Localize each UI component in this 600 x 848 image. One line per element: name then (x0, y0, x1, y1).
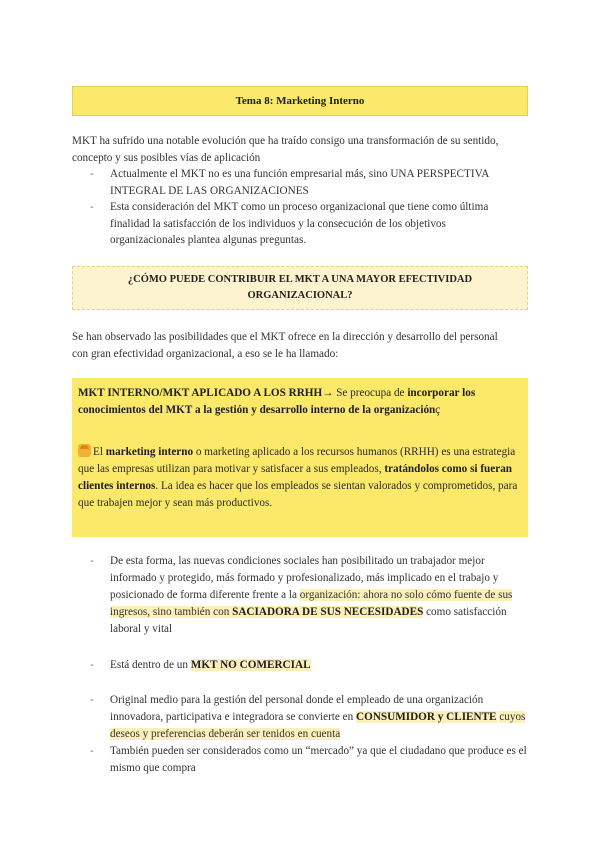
definition-connector: Se preocupa de (333, 387, 408, 399)
explanation-part1: o marketing aplicado a los recursos humanos (RRHH) es una estrategia que las empresas utilizan para motivar y satisfacer a sus empleados, (78, 446, 516, 475)
bullet-list-2 (90, 553, 530, 777)
b3-highlight: cuyos deseos y preferencias deberán ser tenidos en cuenta (110, 711, 526, 740)
bullet-dash: - (90, 694, 94, 706)
b1-highlight: organización: ahora no solo cómo fuente de sus ingresos, sino también con (110, 589, 513, 618)
question-text: ¿CÓMO PUEDE CONTRIBUIR EL MKT A UNA MAYOR EFECTIVIDAD ORGANIZACIONAL? (127, 274, 473, 301)
bullet-dash: - (90, 555, 94, 567)
worker-icon (78, 444, 91, 457)
b1-text: De esta forma, las nuevas condiciones sociales han posibilitado un trabajador mejor informado y protegido, más formado y profesionalizado, más implicado en el trabajo y posicionado de forma diferente frente a la (110, 555, 499, 601)
bullet-dash: - (90, 201, 94, 213)
explanation-lead: El (93, 446, 106, 458)
question-callout (72, 266, 528, 310)
bullet-dash: - (90, 745, 94, 757)
list-item (90, 743, 530, 777)
explanation-part2: . La idea es hacer que los empleados se sientan valorados y comprometidos, para que trabajen mejor y sean más productivos. (78, 480, 518, 509)
bullet-list-1 (90, 166, 520, 249)
b3-bold: CONSUMIDOR y CLIENTE (356, 711, 497, 723)
list-item (90, 657, 530, 674)
list-item (90, 692, 530, 743)
explanation-paragraph (78, 444, 526, 512)
definition-label: MKT INTERNO/MKT APLICADO A LOS RRHH (78, 387, 323, 399)
page-title (72, 86, 528, 116)
b1-end: como satisfacción laboral y vital (110, 606, 507, 635)
intro-paragraph: MKT ha sufrido una notable evolución que ha traído consigo una transformación de su sentido, concepto y sus posibles vías de aplicación (72, 135, 499, 164)
list-item (90, 553, 530, 638)
b1-highlight-bold: SACIADORA DE SUS NECESIDADES (232, 606, 424, 618)
bullet-dash: - (90, 168, 94, 180)
b2-bold: MKT NO COMERCIAL (190, 659, 311, 671)
page-title-text: Tema 8: Marketing Interno (235, 95, 365, 107)
b3-text: Original medio para la gestión del personal donde el empleado de una organización innovadora, participativa e integradora se convierte en (110, 694, 484, 723)
definition-line (78, 385, 526, 419)
explanation-term: marketing interno (105, 446, 194, 458)
list-item-text: Actualmente el MKT no es una función empresarial más, sino UNA PERSPECTIVA INTEGRAL DE LAS ORGANIZACIONES (110, 168, 489, 197)
list-item (90, 199, 520, 249)
explanation-emphasis: tratándolos como si fueran clientes internos (78, 463, 513, 492)
definition-focus: incorporar los conocimientos del MKT a la gestión y desarrollo interno de la organización (78, 387, 476, 416)
definition-highlight-block (72, 378, 528, 537)
definition-end: ç (435, 404, 441, 416)
bullet-dash: - (90, 659, 94, 671)
arrow-glyph: → (322, 387, 334, 399)
list-item (90, 166, 520, 199)
observed-paragraph: Se han observado las posibilidades que el MKT ofrece en la dirección y desarrollo del personal con gran efectividad organizacional, a eso se le ha llamado: (72, 331, 498, 360)
b4-text: También pueden ser considerados como un “mercado” ya que el ciudadano que produce es el mismo que compra (110, 745, 527, 774)
list-item-text: Esta consideración del MKT como un proceso organizacional que tiene como última finalidad la satisfacción de los individuos y la consecución de los objetivos organizacionales plantea algunas preguntas. (110, 201, 489, 246)
b2-text: Está dentro de un (110, 659, 191, 671)
